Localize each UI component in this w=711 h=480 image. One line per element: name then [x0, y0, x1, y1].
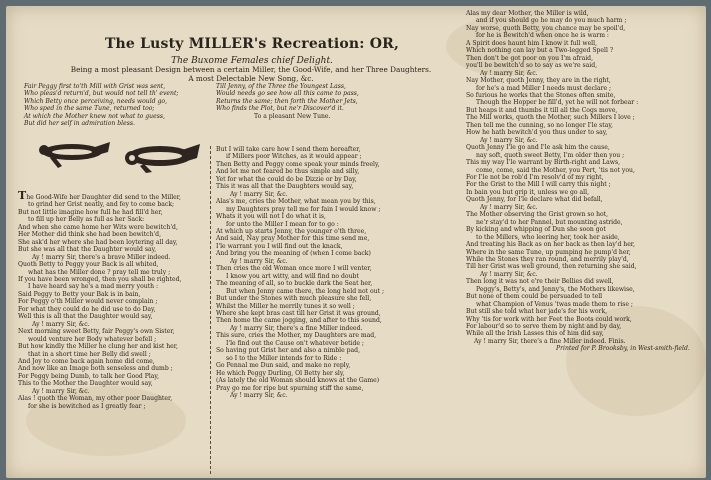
verse-line: that in a short time her Belly did swell ; [28, 350, 151, 358]
verse-line: what has the Miller done ? pray tell me truly ; [28, 268, 171, 276]
verse-line: The Mill works, quoth the Mother, such Millers I love ; [466, 114, 635, 122]
intro-line: Fair Peggy first to'th Mill with Grist was sent, [24, 83, 166, 90]
verse-column-3 [466, 10, 690, 353]
verse-line: The Mother observing the Grist grown so hot, [466, 211, 609, 219]
verse-line: For I'le not be rob'd I'm resolv'd of my right, [466, 173, 604, 181]
verse-refrain: Ay ! marry Sir, &c. [230, 257, 288, 265]
verse-line: Yet for what the could do be Dizzie or by Day, [216, 175, 357, 183]
verse-refrain: Ay ! marry Sir, &c. [480, 69, 538, 77]
verse-line: to grind her Grist neatly, and fey to come back; [28, 201, 175, 209]
verse-refrain: Ay ! marry Sir, &c. [32, 320, 90, 328]
verse-line: Where in the same Tune, up pumping he pump'd her, [466, 248, 631, 256]
verse-line: Then don't be got poor on you I'm afraid, [466, 54, 594, 62]
verse-line: Then tell me the cunning, so no longer I'le stay, [466, 121, 613, 129]
verse-line: Till her Grist was well ground, then returning she said, [466, 263, 637, 271]
verse-line: Next morning sweet Betty, fair Peggy's own Sister, [18, 328, 175, 336]
verse-line: But under the Stones with much pleasure she fell, [216, 295, 372, 303]
verse-refrain: Ay ! marry Sir, &c. [32, 387, 90, 395]
verse-line: Alas's me, cries the Mother, what mean you by this, [216, 198, 376, 206]
intro-line: Returns the same; then forth the Mother Jets, [216, 97, 358, 105]
verse-line: Said Peggy to Betty your Bak is in bain, [18, 290, 141, 298]
verse-line: For the Grist to the Mill I will carry this night ; [466, 181, 611, 189]
verse-line: And said, Nay pray Mother for this time send me, [216, 235, 370, 243]
verse-line: How he hath bewitch'd you thus under to say, [466, 129, 608, 137]
intro-line: Would needs go see how all this came to pass, [216, 90, 359, 98]
verse-line: And now like an Image both senseless and dumb ; [18, 365, 173, 373]
verse-line: So having put Grist her and also a nimble pad, [216, 347, 361, 355]
verse-line: So furious he works that the Stones often smite, [466, 91, 616, 99]
verse-line: He which Peggy Durling, Ol Betty her sly, [216, 369, 345, 377]
verse-line: Which nothing can lay but a Two-legged Spell ? [466, 47, 614, 55]
verse-line: Alas my dear Mother, the Miller is wild, [466, 10, 589, 17]
verse-line: The meaning of all, so to buckle dark the Seat her, [216, 280, 373, 288]
verse-line: for she is bewitched as I greatly fear ; [28, 402, 146, 410]
verse-line: Go Pennal me Dun said, and make no reply, [216, 362, 351, 370]
verse-line: If you have been wronged, then you shall be righted, [18, 275, 182, 283]
verse-line: Pray go me for ripe but spurning stiff the same, [216, 384, 364, 392]
verse-line: The Good-Wife her Daughter did send to the Miller, [18, 189, 181, 202]
verse-refrain: Ay ! marry Sir, &c. [480, 203, 538, 211]
verse-line: Though the Hopper be fill'd, yet he will not forbear : [476, 99, 639, 107]
verse-line: This to the Mother the Daughter would say, [18, 380, 153, 388]
verse-line: Quoth Jenny, for I'le declare what did befall, [466, 196, 603, 204]
intro-line: Till Jenny, of the Three the Youngest Lass, [216, 83, 346, 90]
verse-line: my Daughters pray tell me for fain I would know ; [226, 205, 381, 213]
intro-line: At which the Mother knew not what to guess, [24, 112, 165, 120]
verse-line: would venture her Body whatever befell ; [28, 335, 157, 343]
verse-line: She ask'd her where she had been loytering all day, [18, 238, 178, 246]
verse-refrain: Ay ! marry Sir, &c. [230, 391, 288, 399]
verse-line: for he is Bewitch'd when once he is warm : [476, 32, 609, 40]
verse-line: for unto the Miller I mean for to go : [226, 220, 339, 228]
verse-refrain: Ay ! marry Sir, &c. [480, 136, 538, 144]
column-divider [210, 146, 212, 474]
verse-line: For what they could do he did use to do Day, [18, 305, 156, 313]
verse-line: Whilst the Miller he merrily tunes it so well ; [216, 302, 355, 310]
imprint-line: Printed for P. Brooksby, in West-smith-field. [556, 345, 690, 353]
verse-refrain: Ay ! marry Sir, &c. [480, 270, 538, 278]
verse-line: Why 'tis for work with her Feet the Boots could work, [466, 315, 632, 323]
verse-line: While the Stones they ran round, and merrily play'd, [466, 255, 629, 263]
verse-refrain: Ay ! marry Sir, there's a fine Miller indeed. [230, 324, 363, 332]
verse-line: But still she told what her jade's for his work, [466, 308, 608, 316]
verse-line: But not little imagine how full he had fill'd her, [18, 208, 163, 216]
tune-line: To a pleasant New Tune. [254, 112, 331, 120]
verse-line: By kicking and whipping of Dun she soon got [466, 226, 606, 234]
verse-line: Nay Mother, quoth Jenny, they are in the right, [466, 77, 611, 85]
verse-line: Nay worse, quoth Betty, you chance may be spoil'd, [466, 24, 626, 32]
verse-refrain: Ay ! marry Sir, &c. [230, 190, 288, 198]
verse-line: While all the Irish Lasses this of him did say, [466, 330, 604, 338]
verse-line: nay soft, quoth sweet Betty, I'm older then you ; [476, 151, 625, 159]
verse-line: At which up starts Jenny, the younger o'th three, [216, 227, 367, 235]
verse-line: Her Mother did think she had been bewitch'd, [18, 231, 162, 239]
verse-line: if Millers poor Witches, as it would appear ; [226, 153, 362, 161]
verse-line: And treating his Back as on her back as then lay'd her, [466, 241, 635, 249]
verse-line: Where she kept bras cast till her Grist it was ground, [216, 309, 381, 317]
verse-line: But when Jenny came there, the long held not out ; [226, 287, 385, 295]
verse-line: Well this is all that the Daughter would say, [18, 313, 153, 321]
ballad-subtitle: The Buxome Females chief Delight. [171, 56, 333, 66]
verse-refrain: Ay ! marry Sir, there's a brave Miller indeed. [32, 253, 171, 261]
verse-line: And Joy to come back again home did come, [18, 357, 155, 365]
verse-line: (As lately the old Woman should knows at the Game) [216, 377, 380, 385]
ballad-title: The Lusty MILLER's Recreation: OR, [104, 36, 400, 52]
verse-line: Alas ! quoth the Woman, my other poor Daughter, [18, 395, 173, 403]
verse-column-2 [216, 146, 384, 399]
verse-line: Peggy's, Betty's, and Jenny's, the Mothers likewise, [476, 285, 635, 293]
intro-left [24, 83, 178, 128]
verse-line: But heaps it and thumbs it till all the Cogs move, [466, 106, 618, 114]
verse-line: I know you art witty, and will find no doubt [226, 272, 359, 280]
verse-line: for he's a mad Miller I needs must declare ; [476, 84, 612, 92]
ballad-description [36, 66, 466, 83]
verse-line: Whats it you will not I do what it is, [216, 213, 326, 221]
verse-line: For Peggy being Dumb, to talk her Good Play, [18, 372, 159, 380]
verse-line: I have heard say he's a mad merry youth : [28, 283, 159, 291]
intro-line: Who sped in the same Tune, returned too; [24, 105, 155, 113]
verse-line: But none of them could be persuaded to tell [466, 293, 603, 301]
verse-line: And when she came home her Wits were bewitch'd, [18, 223, 178, 231]
verse-line: I'le warrant you I will find out the knack, [216, 242, 343, 250]
woodcut-illustration [32, 138, 202, 174]
verse-line: For labour'd so to serve them by night and by day, [466, 323, 622, 331]
verse-line: But she was all that the Daughter would say, [18, 246, 157, 254]
verse-line: In bain you but grip it, unless we go all, [466, 188, 589, 196]
intro-line: But did her self in admiration bless. [24, 120, 135, 128]
verse-line: I'le find out the Cause on't whatever betide ; [226, 339, 364, 347]
verse-line: Then cries the old Woman once more I will venter, [216, 265, 372, 273]
verse-line: come, come, said the Mother, you Pert, 'tis not you, [476, 166, 635, 174]
verse-line: you'll be bewitch'd so to say as we're said, [466, 62, 598, 70]
verse-column-1 [18, 189, 182, 410]
verse-line: Then long it was not e're their Bellies did swell, [466, 278, 614, 286]
verse-line: ne'r stay'd to her Pannel, but mounting astride, [476, 218, 623, 226]
verse-line: so I to the Miller intends for to Ride : [226, 354, 342, 362]
verse-line: This it was all that the Daughters would say, [216, 183, 354, 191]
verse-line: For Peggy o'th Miller would never complain ; [18, 298, 158, 306]
verse-line: But how kindly the Miller he clung her and kist her, [18, 343, 178, 351]
verse-line: And bring you the meaning of (when I come back) [216, 250, 371, 258]
description-line: Being a most pleasant Design between a certain Miller, the Good-Wife, and her Three Daughters. [70, 65, 432, 74]
verse-refrain: Ay ! marry Sir, there's a fine Miller indeed. Finis. [474, 337, 626, 345]
verse-line: Then Betty and Peggy come speak your minds freely, [216, 160, 380, 168]
verse-line: to the Millers, who leering her, took her aside, [476, 233, 620, 241]
verse-line: But I will take care how I send them hereafter, [216, 146, 361, 153]
verse-line: Quoth Jenny I'le go and I'le ask him the cause, [466, 144, 610, 152]
verse-line: and if you should go he may do you much harm ; [476, 17, 627, 25]
verse-line: And let me not feared be thus simple and silly, [216, 168, 360, 176]
intro-right [216, 83, 359, 120]
verse-line: Quoth Betty to Peggy your Back is all whited, [18, 261, 159, 269]
verse-line: This my way I'le warrant by Birth-right and Laws, [466, 159, 621, 167]
verse-line: This sure, cries the Mother, my Daughters are mad, [216, 332, 377, 340]
intro-line: Who finds the Plot, but ne'r Discover'd it. [216, 105, 344, 113]
intro-line: Which Betty once perceiving, needs would go, [24, 97, 168, 105]
description-line: A most Delectable New Song, &c. [188, 73, 314, 83]
verse-line: to fill up her Belly as full as her Sack: [28, 216, 145, 224]
verse-line: Then home the came jogging, and after to this sound, [216, 317, 382, 325]
verse-line: A Spirit does haunt him I know it full well, [466, 39, 598, 47]
verse-line: what Champion of Venus 'twas made them to rise ; [476, 300, 633, 308]
intro-line: Who pleas'd return'd, but would not tell th' event; [24, 90, 179, 98]
broadside-sheet [6, 6, 706, 478]
